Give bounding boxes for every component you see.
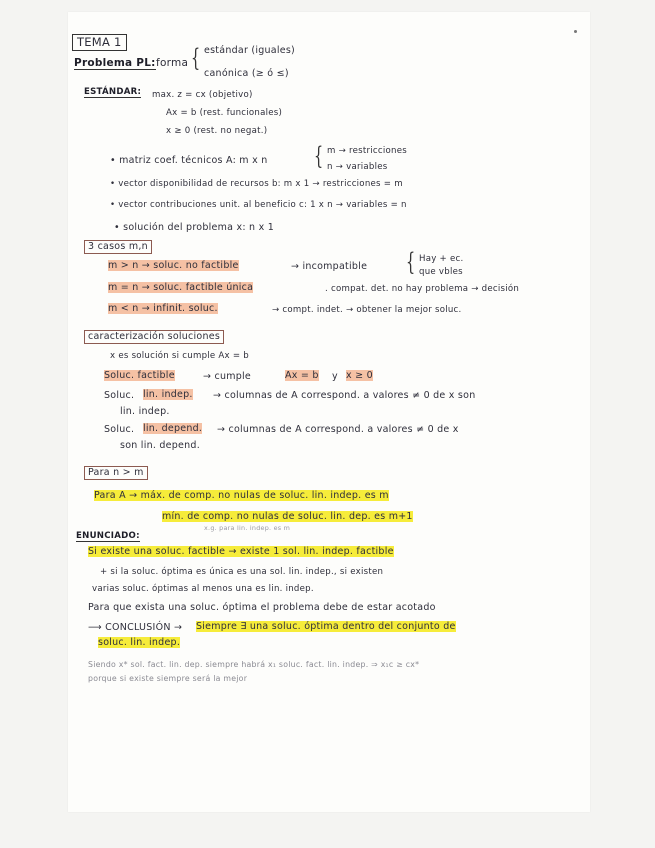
- caract-indep-highlight: lin. indep.: [143, 389, 193, 400]
- para-line-1-highlight: Para A → máx. de comp. no nulas de soluc. lin. indep. es m: [94, 490, 389, 501]
- caso-3-text: → compt. indet. → obtener la mejor soluc.: [272, 305, 462, 315]
- bullet-solucion: • solución del problema x: n x 1: [114, 222, 275, 233]
- bullet-vector-c: • vector contribuciones unit. al beneficio c: 1 x n → variables = n: [110, 200, 407, 210]
- forma-label: forma: [156, 57, 189, 69]
- estandar-line2: Ax = b (rest. funcionales): [166, 108, 283, 118]
- bullet-matriz: • matriz coef. técnicos A: m x n: [110, 155, 268, 166]
- page-title: TEMA 1: [72, 34, 127, 51]
- caract-ax-b-highlight: Ax = b: [285, 370, 319, 381]
- caract-factible-text: → cumple: [203, 371, 251, 382]
- estandar-line3: x ≥ 0 (rest. no negat.): [166, 126, 268, 136]
- bullet-matriz-n: n → variables: [327, 162, 388, 172]
- enunciado-line-7: Siendo x* sol. fact. lin. dep. siempre habrá x₁ soluc. fact. lin. indep. ⇒ x₁c ≥ cx*: [88, 660, 420, 669]
- caso-1-highlight: m > n → soluc. no factible: [108, 260, 239, 271]
- caso-3-highlight: m < n → infinit. soluc.: [108, 303, 218, 314]
- caract-dep-highlight: lin. depend.: [143, 423, 203, 434]
- bullet-vector-b: • vector disponibilidad de recursos b: m x 1 → restricciones = m: [110, 179, 403, 189]
- caract-line-1: x es solución si cumple Ax = b: [110, 351, 250, 361]
- caso-1-text: → incompatible: [291, 261, 368, 272]
- brace-mn: {: [314, 142, 324, 170]
- caract-indep-lead: Soluc.: [104, 390, 135, 401]
- enunciado-line-3: varias soluc. óptimas al menos una es lin. indep.: [92, 584, 314, 594]
- para-line-2-highlight: mín. de comp. no nulas de soluc. lin. dep. es m+1: [162, 511, 413, 522]
- caract-dep-lead: Soluc.: [104, 424, 135, 435]
- enunciado-line-1-highlight: Si existe una soluc. factible → existe 1 sol. lin. indep. factible: [88, 546, 394, 557]
- casos-header: 3 casos m,n: [84, 240, 152, 254]
- problema-label: Problema PL:: [74, 57, 156, 69]
- caract-indep-text: → columnas de A correspond. a valores ≠ 0 de x son: [213, 390, 476, 401]
- brace-casos: {: [406, 248, 416, 276]
- conclusion-lead: ⟶ CONCLUSIÓN →: [88, 622, 183, 633]
- estandar-line1: max. z = cx (objetivo): [152, 90, 253, 100]
- caract-factible-highlight: Soluc. factible: [104, 370, 175, 381]
- caracterizacion-header: caracterización soluciones: [84, 330, 224, 344]
- caract-dep-cont: son lin. depend.: [120, 440, 200, 451]
- caso-1-note-1: Hay + ec.: [419, 254, 464, 264]
- enunciado-line-2: + si la soluc. óptima es única es una sol. lin. indep., si existen: [100, 567, 384, 577]
- caso-2-text: . compat. det. no hay problema → decisión: [325, 284, 520, 294]
- enunciado-line-8: porque si existe siempre será la mejor: [88, 674, 248, 683]
- forma-estandar: estándar (iguales): [204, 45, 295, 56]
- forma-canonica: canónica (≥ ó ≤): [204, 68, 289, 79]
- conclusion-highlight-1: Siempre ∃ una soluc. óptima dentro del conjunto de: [196, 621, 456, 632]
- brace-forma: {: [191, 44, 201, 72]
- caract-dep-text: → columnas de A correspond. a valores ≠ 0 de x: [217, 424, 459, 435]
- para-note: x.g. para lin. indep. es m: [204, 524, 291, 532]
- estandar-label: ESTÁNDAR:: [84, 87, 142, 97]
- enunciado-line-4: Para que exista una soluc. óptima el problema debe de estar acotado: [88, 602, 436, 613]
- enunciado-label: ENUNCIADO:: [76, 531, 140, 541]
- caract-x-highlight: x ≥ 0: [346, 370, 373, 381]
- caract-y: y: [332, 371, 338, 382]
- caso-1-note-2: que vbles: [419, 267, 463, 277]
- conclusion-highlight-2: soluc. lin. indep.: [98, 637, 181, 648]
- caso-2-highlight: m = n → soluc. factible única: [108, 282, 254, 293]
- caract-indep-cont: lin. indep.: [120, 406, 170, 417]
- bullet-matriz-m: m → restricciones: [327, 146, 407, 156]
- para-header: Para n > m: [84, 466, 148, 480]
- page-mark: [574, 30, 577, 33]
